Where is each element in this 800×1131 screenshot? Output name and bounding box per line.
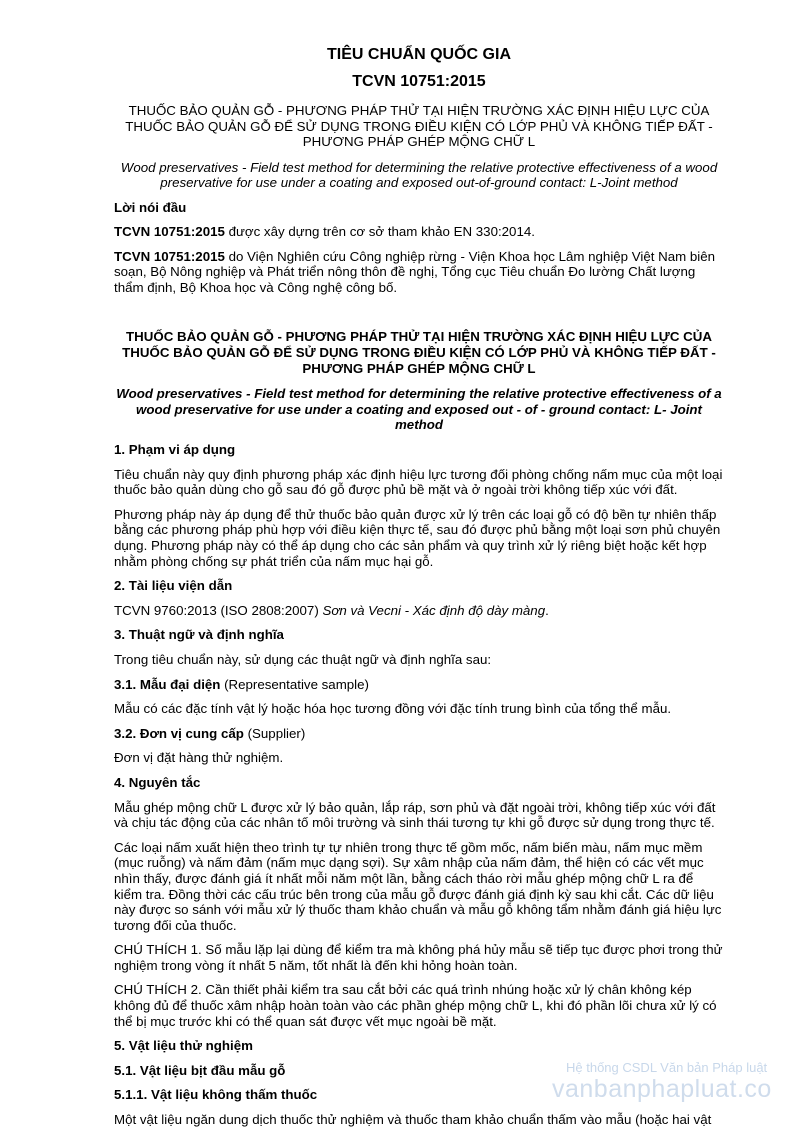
section-3-intro: Trong tiêu chuẩn này, sử dụng các thuật ngữ và định nghĩa sau: bbox=[114, 651, 492, 667]
section-5-1-heading: 5.1. Vật liệu bịt đầu mẫu gỗ bbox=[114, 1062, 286, 1078]
term-3-2 bbox=[114, 726, 724, 742]
term-3-1 bbox=[114, 677, 724, 693]
term-3-2-definition: Đơn vị đặt hàng thử nghiệm. bbox=[114, 750, 284, 766]
watermark-line-1: Hệ thống CSDL Văn bản Pháp luật bbox=[566, 1060, 768, 1075]
section-5-heading: 5. Vật liệu thử nghiệm bbox=[114, 1038, 253, 1054]
reference-end: . bbox=[545, 602, 549, 618]
foreword-text-2: do Viện Nghiên cứu Công nghiệp rừng - Viện Khoa học Lâm nghiệp Việt Nam biên soạn, Bộ Nông nghiệp và Phát triển nông thôn đề nghị, Tổng cục Tiêu chuẩn Đo lường Chất lượng thẩm định, Bộ Khoa học và Công nghệ công bố. bbox=[114, 248, 716, 295]
section-4-heading: 4. Nguyên tắc bbox=[114, 774, 201, 790]
section-4-paragraph-1: Mẫu ghép mộng chữ L được xử lý bảo quản, lắp ráp, sơn phủ và đặt ngoài trời, không tiếp xúc với đất và chịu tác động của các nhân tố môi trường và sinh thái tương tự khi gỗ được sử dụng trong thực tế. bbox=[114, 799, 716, 831]
document-page bbox=[114, 44, 724, 1128]
section-5-1-1-paragraph: Một vật liệu ngăn dung dịch thuốc thử nghiệm và thuốc tham khảo chuẩn thấm vào mẫu (hoặc hai vật bbox=[114, 1112, 712, 1128]
foreword-heading: Lời nói đầu bbox=[114, 199, 187, 215]
section-1-heading: 1. Phạm vi áp dụng bbox=[114, 442, 236, 458]
reference-code: TCVN 9760:2013 (ISO 2808:2007) bbox=[114, 602, 323, 618]
term-3-1-definition: Mẫu có các đặc tính vật lý hoặc hóa học tương đồng với đặc tính trung bình của tổng thể mẫu. bbox=[114, 701, 672, 717]
foreword-code-1: TCVN 10751:2015 bbox=[114, 224, 225, 240]
watermark-line-2: vanbanphapluat.co bbox=[552, 1075, 772, 1103]
document-title-vi: THUỐC BẢO QUẢN GỖ - PHƯƠNG PHÁP THỬ TẠI HIỆN TRƯỜNG XÁC ĐỊNH HIỆU LỰC CỦA THUỐC BẢO QUẢN GỖ ĐỂ SỬ DỤNG TRONG ĐIỀU KIỆN CÓ LỚP PHỦ VÀ KHÔNG TIẾP ĐẤT - PHƯƠNG PHÁP GHÉP MỘNG CHỮ L bbox=[125, 103, 713, 149]
foreword-text-1: được xây dựng trên cơ sở tham khảo EN 330:2014. bbox=[224, 224, 535, 240]
term-3-2-name: 3.2. Đơn vị cung cấp bbox=[114, 725, 244, 741]
body-title-vi: THUỐC BẢO QUẢN GỖ - PHƯƠNG PHÁP THỬ TẠI HIỆN TRƯỜNG XÁC ĐỊNH HIỆU LỰC CỦA THUỐC BẢO QUẢN GỖ ĐỂ SỬ DỤNG TRONG ĐIỀU KIỆN CÓ LỚP PHỦ VÀ KHÔNG TIẾP ĐẤT - PHƯƠNG PHÁP GHÉP MỘNG CHỮ L bbox=[122, 329, 716, 376]
foreword-paragraph-1 bbox=[114, 224, 724, 240]
section-1-paragraph-2: Phương pháp này áp dụng để thử thuốc bảo quản được xử lý trên các loại gỗ có độ bền tự nhiên thấp bằng các phương pháp phù hợp với điều kiện thực tế, sau đó được phủ bằng một loại sơn phủ chuyên dụng. Phương pháp này có thể áp dụng cho các sản phẩm và quy trình xử lý riêng biệt hoặc kết hợp nhằm phòng chống sự phát triển của nấm mục hại gỗ. bbox=[114, 506, 721, 569]
foreword-paragraph-2 bbox=[114, 249, 724, 296]
section-3-heading: 3. Thuật ngữ và định nghĩa bbox=[114, 627, 284, 643]
section-5-1-1-heading: 5.1.1. Vật liệu không thấm thuốc bbox=[114, 1087, 318, 1103]
term-3-1-name: 3.1. Mẫu đại diện bbox=[114, 676, 221, 692]
term-3-2-english: (Supplier) bbox=[243, 725, 306, 741]
section-4-paragraph-2: Các loại nấm xuất hiện theo trình tự tự nhiên trong thực tế gồm mốc, nấm biến màu, nấm mục mềm (mục ruỗng) và nấm đảm (nấm mục dạng sợi). Sự xâm nhập của nấm đảm, thể hiện có các vết mục nhìn thấy, được đánh giá ít nhất mỗi năm một lần, bằng cách tháo rời mẫu ghép mộng chữ L ra để kiểm tra. Đồng thời các cấu trúc bên trong của mẫu gỗ được đánh giá định kỳ sau khi cắt. Các dữ liệu này được so sánh với mẫu xử lý thuốc tham khảo chuẩn và mẫu gỗ không tẩm nhằm đánh giá hiệu lực tương đối của thuốc. bbox=[114, 839, 722, 933]
reference-title: Sơn và Vecni - Xác định độ dày màng bbox=[322, 602, 546, 618]
document-title-en: Wood preservatives - Field test method for determining the relative protective effectiveness of a wood preservative for use under a coating and exposed out-of-ground contact: L-Joint method bbox=[120, 159, 718, 190]
section-2-heading: 2. Tài liệu viện dẫn bbox=[114, 578, 233, 594]
body-title-en: Wood preservatives - Field test method for determining the relative protective effectiveness of a wood preservative for use under a coating and exposed out - of - ground contact: L- Joint method bbox=[116, 386, 722, 433]
normative-reference bbox=[114, 603, 724, 619]
standard-type: TIÊU CHUẨN QUỐC GIA bbox=[327, 46, 511, 63]
standard-code: TCVN 10751:2015 bbox=[352, 73, 486, 90]
section-4-note-2: CHÚ THÍCH 2. Cần thiết phải kiểm tra sau cắt bởi các quá trình nhúng hoặc xử lý chân không kép không đủ để thuốc xâm nhập hoàn toàn vào các phần ghép mộng chữ L, khi đó phần lõi chưa xử lý có thể bị mục trước khi có thể quan sát được vết mục ngoài bề mặt. bbox=[114, 982, 717, 1029]
term-3-1-english: (Representative sample) bbox=[220, 676, 369, 692]
foreword-code-2: TCVN 10751:2015 bbox=[114, 248, 225, 264]
section-4-note-1: CHÚ THÍCH 1. Số mẫu lặp lại dùng để kiểm tra mà không phá hủy mẫu sẽ tiếp tục được phơi trong thử nghiệm trong vòng ít nhất 5 năm, tốt nhất là đến khi hỏng hoàn toàn. bbox=[114, 942, 723, 973]
section-1-paragraph-1: Tiêu chuẩn này quy định phương pháp xác định hiệu lực tương đối phòng chống nấm mục của một loại thuốc bảo quản dùng cho gỗ sau đó gỗ được phủ bề mặt và ở ngoài trời không tiếp xúc với đất. bbox=[114, 466, 723, 498]
